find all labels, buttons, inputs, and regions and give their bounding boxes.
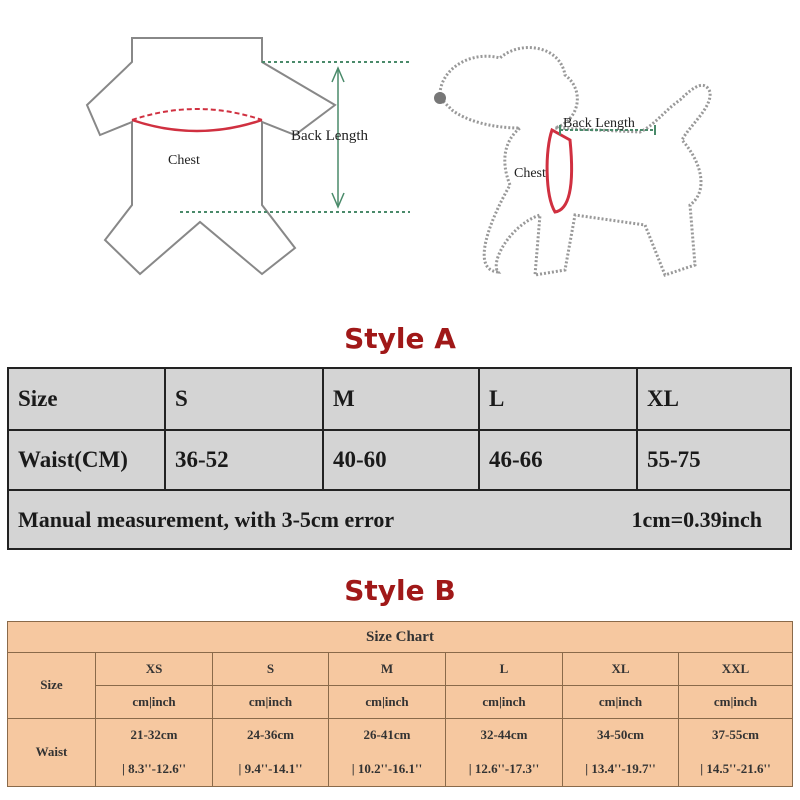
waist-header-cell: Waist(CM) [9,431,166,489]
dog-back-length-label: Back Length [563,116,635,131]
waist-cm: 32-44cm [480,727,528,742]
size-col-xl [563,652,679,718]
size-name: XL [563,652,678,686]
waist-col-s [213,718,329,786]
waist-inch: | 12.6''-17.3'' [468,761,540,776]
size-cell-l: L [480,369,638,429]
waist-cell-l: 46-66 [480,431,638,489]
size-header-cell: Size [9,369,166,429]
style-a-size-table [7,367,792,550]
size-cell-xl: XL [647,386,679,411]
waist-cm: 21-32cm [130,727,178,742]
waist-col-l [446,718,563,786]
waist-cell-m: 40-60 [324,431,480,489]
waist-inch: | 14.5''-21.6'' [700,761,771,776]
waist-inch: | 8.3''-12.6'' [122,761,186,776]
size-name: L [446,652,562,686]
waist-inch: | 10.2''-16.1'' [351,761,423,776]
waist-col-m [329,718,446,786]
size-columns [96,652,792,718]
waist-inch: | 13.4''-19.7'' [585,761,656,776]
shirt-outline [87,38,335,274]
size-col-l [446,652,563,718]
size-col-m [329,652,446,718]
unit-label: cm|inch [598,693,643,709]
measurement-note: Manual measurement, with 3-5cm error [18,506,395,532]
unit-label: cm|inch [482,693,526,709]
dog-outline [440,48,710,275]
size-col-xxl [679,652,792,718]
style-a-size-row [9,369,790,431]
style-a-waist-row [9,431,790,491]
waist-cm: 37-55cm [712,727,759,742]
waist-cm: 24-36cm [247,727,294,742]
size-col-s [213,652,329,718]
size-row-label: Size [8,652,96,718]
size-cell-m: M [324,369,480,429]
size-name: XS [96,652,212,686]
waist-cell-s: 36-52 [166,431,324,489]
waist-inch: | 9.4''-14.1'' [238,761,303,776]
style-a-title: Style A [344,322,456,355]
waist-cm: 26-41cm [363,727,411,742]
size-name: M [329,652,445,686]
size-col-xs [96,652,213,718]
unit-label: cm|inch [248,693,293,709]
size-name: XXL [679,652,792,686]
waist-col-xs [96,718,213,786]
size-cell-s: S [166,369,324,429]
unit-label: cm|inch [132,693,176,709]
shirt-back-length-label: Back Length [291,128,369,144]
conversion-note: 1cm=0.39inch [631,506,762,532]
style-a-note-row [9,491,790,548]
dog-nose-icon [434,92,446,104]
waist-columns [96,718,792,786]
waist-row-label: Waist [8,718,96,786]
style-b-size-chart [7,621,793,787]
size-name: S [213,652,328,686]
style-b-title: Style B [344,574,456,607]
size-chart-header: Size Chart [8,622,792,653]
waist-col-xl [563,718,679,786]
waist-cm: 34-50cm [597,727,644,742]
waist-cell-xl: 55-75 [647,447,701,472]
shirt-chest-label: Chest [168,153,200,168]
dog-chest-label: Chest [514,166,546,181]
waist-col-xxl [679,718,792,786]
measurement-diagram [0,0,800,310]
unit-label: cm|inch [365,693,409,709]
unit-label: cm|inch [713,693,758,709]
